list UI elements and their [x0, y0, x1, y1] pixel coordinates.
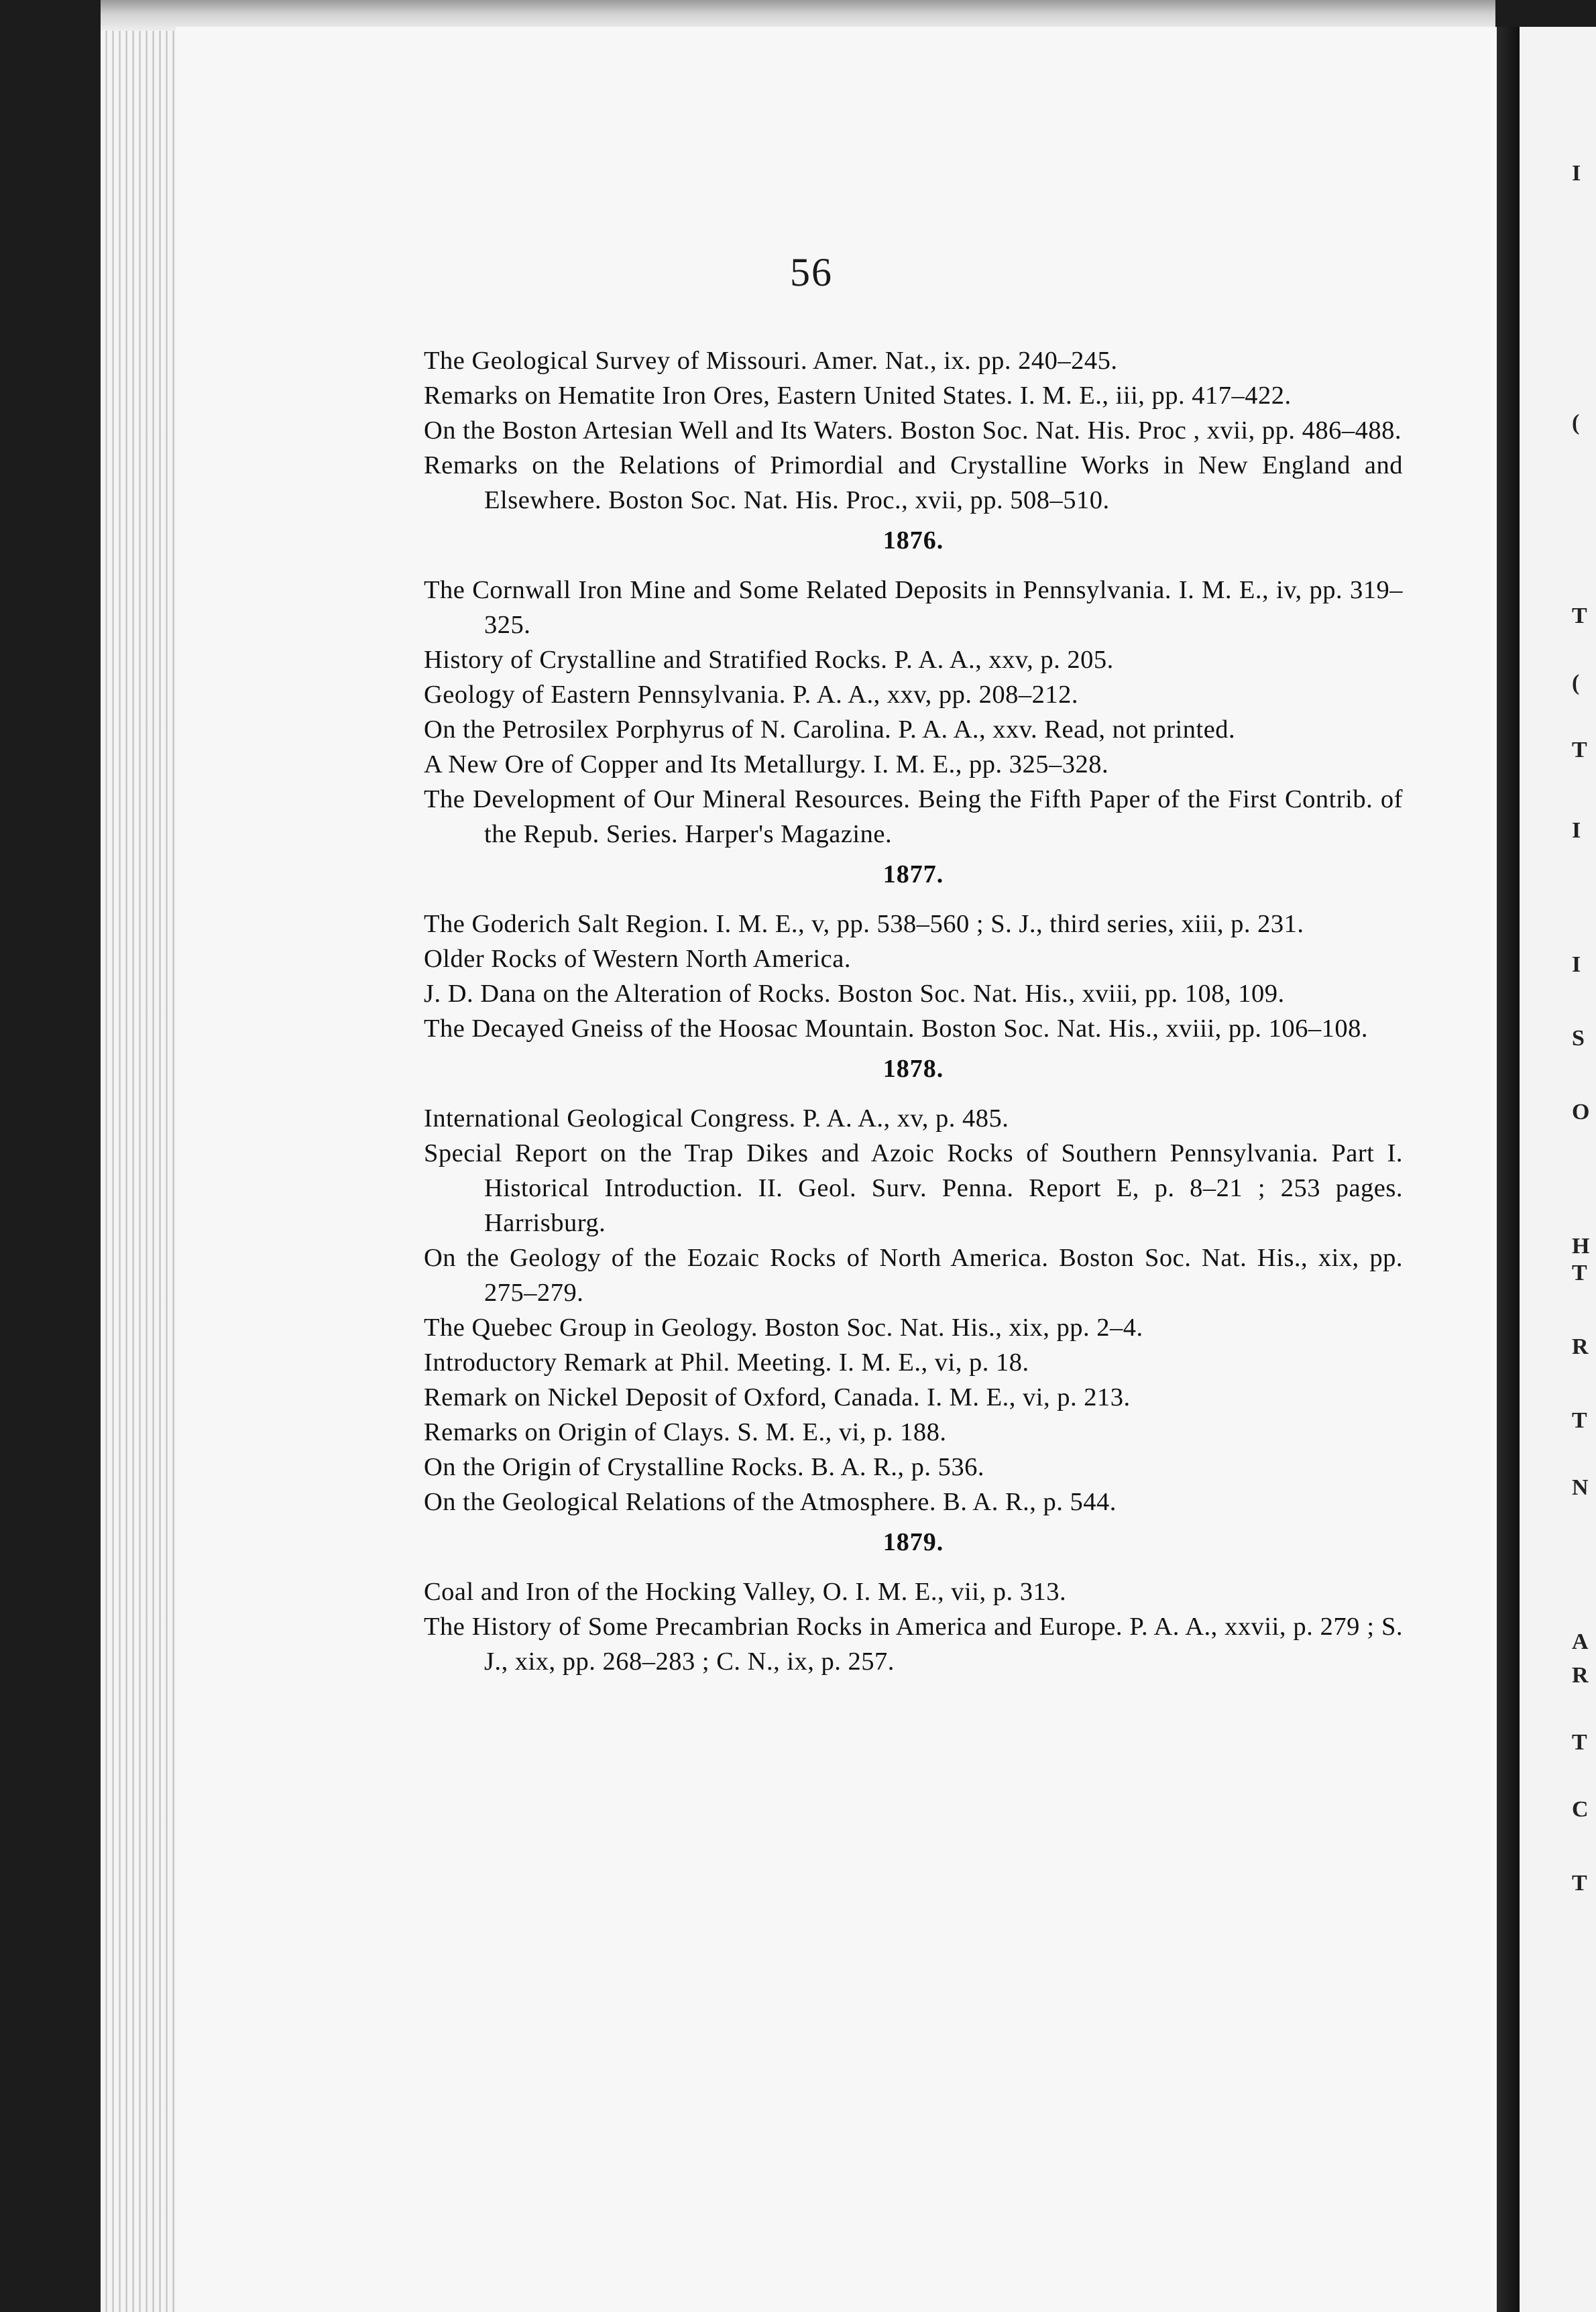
bibliography-entry: The Goderich Salt Region. I. M. E., v, pp. 538–560 ; S. J., third series, xiii, p. 231. [424, 910, 1304, 938]
facing-page-letter: R [1572, 1334, 1589, 1359]
bibliography-entry: On the Geology of the Eozaic Rocks of North America. Boston Soc. Nat. His., xix, pp. 275–279. [424, 1244, 1403, 1307]
bibliography-list [424, 343, 1403, 1679]
bibliography-entry: The Decayed Gneiss of the Hoosac Mountain. Boston Soc. Nat. His., xviii, pp. 106–108. [424, 1015, 1368, 1043]
bibliography-entry: Coal and Iron of the Hocking Valley, O. I. M. E., vii, p. 313. [424, 1578, 1067, 1606]
bibliography-entry: A New Ore of Copper and Its Metallurgy. I. M. E., pp. 325–328. [424, 750, 1109, 778]
bibliography-entry: Special Report on the Trap Dikes and Azoic Rocks of Southern Pennsylvania. Part I. Historical Introduction. II. Geol. Surv. Penna. Report E, p. 8–21 ; 253 pages. Harrisburg. [424, 1139, 1403, 1237]
bibliography-entry: Remarks on the Relations of Primordial and Crystalline Works in New England and Elsewhere. Boston Soc. Nat. His. Proc., xvii, pp. 508–510. [424, 451, 1403, 514]
page-edges [101, 0, 181, 2312]
bibliography-entry: The Development of Our Mineral Resources. Being the Fifth Paper of the First Contrib. of the Repub. Series. Harper's Magazine. [424, 785, 1403, 848]
facing-page-letter: T [1572, 1261, 1587, 1285]
bibliography-entry: The Quebec Group in Geology. Boston Soc. Nat. His., xix, pp. 2–4. [424, 1314, 1143, 1342]
bibliography-entry: J. D. Dana on the Alteration of Rocks. Boston Soc. Nat. His., xviii, pp. 108, 109. [424, 980, 1285, 1008]
facing-page-letter: I [1572, 161, 1581, 186]
bibliography-entry: Remark on Nickel Deposit of Oxford, Canada. I. M. E., vi, p. 213. [424, 1383, 1131, 1411]
year-heading: 1878. [882, 1055, 944, 1083]
facing-page-letter: C [1572, 1797, 1589, 1822]
bibliography-entry: History of Crystalline and Stratified Rocks. P. A. A., xxv, p. 205. [424, 646, 1114, 674]
bibliography-entry: On the Origin of Crystalline Rocks. B. A. R., p. 536. [424, 1453, 985, 1481]
facing-page-letter: T [1572, 603, 1587, 628]
bibliography-entry: International Geological Congress. P. A. A., xv, p. 485. [424, 1104, 1009, 1133]
bibliography-entry: On the Boston Artesian Well and Its Waters. Boston Soc. Nat. His. Proc , xvii, pp. 486–488. [424, 416, 1402, 445]
facing-page-letter: T [1572, 1730, 1587, 1755]
facing-page-letter: I [1572, 952, 1581, 977]
facing-page-letter: H [1572, 1234, 1590, 1259]
facing-page-letter: S [1572, 1026, 1585, 1051]
bibliography-entry: The Geological Survey of Missouri. Amer. Nat., ix. pp. 240–245. [424, 347, 1118, 375]
facing-page-letter: R [1572, 1663, 1589, 1688]
book-gutter [1497, 27, 1520, 2312]
facing-page-letter: ( [1572, 410, 1580, 435]
page-number: 56 [790, 250, 833, 294]
bibliography-entry: Introductory Remark at Phil. Meeting. I. M. E., vi, p. 18. [424, 1348, 1029, 1377]
facing-page-letter: T [1572, 1871, 1587, 1896]
facing-page-letter: ( [1572, 671, 1580, 695]
bibliography-entry: Remarks on Origin of Clays. S. M. E., vi, p. 188. [424, 1418, 947, 1446]
facing-page-letter: N [1572, 1475, 1589, 1500]
facing-page-letter: I [1572, 818, 1581, 843]
facing-page-letter: O [1572, 1100, 1590, 1124]
bibliography-entry: The Cornwall Iron Mine and Some Related Deposits in Pennsylvania. I. M. E., iv, pp. 319–325. [424, 576, 1403, 639]
bibliography-entry: On the Geological Relations of the Atmosphere. B. A. R., p. 544. [424, 1488, 1117, 1516]
year-heading: 1879. [882, 1528, 944, 1556]
facing-page-edge [1520, 27, 1596, 2312]
facing-page-letter: T [1572, 738, 1587, 762]
year-heading: 1877. [882, 860, 944, 888]
bibliography-entry: Remarks on Hematite Iron Ores, Eastern United States. I. M. E., iii, pp. 417–422. [424, 382, 1292, 410]
bibliography-entry: On the Petrosilex Porphyrus of N. Carolina. P. A. A., xxv. Read, not printed. [424, 715, 1236, 744]
year-heading: 1876. [882, 526, 944, 555]
bibliography-entry: Older Rocks of Western North America. [424, 945, 851, 973]
bibliography-entry: Geology of Eastern Pennsylvania. P. A. A., xxv, pp. 208–212. [424, 681, 1079, 709]
facing-page-letter: T [1572, 1408, 1587, 1433]
bibliography-entry: The History of Some Precambrian Rocks in America and Europe. P. A. A., xxvii, p. 279 ; S. J., xix, pp. 268–283 ; C. N., ix, p. 257. [424, 1613, 1403, 1676]
facing-page-letter: A [1572, 1629, 1589, 1654]
